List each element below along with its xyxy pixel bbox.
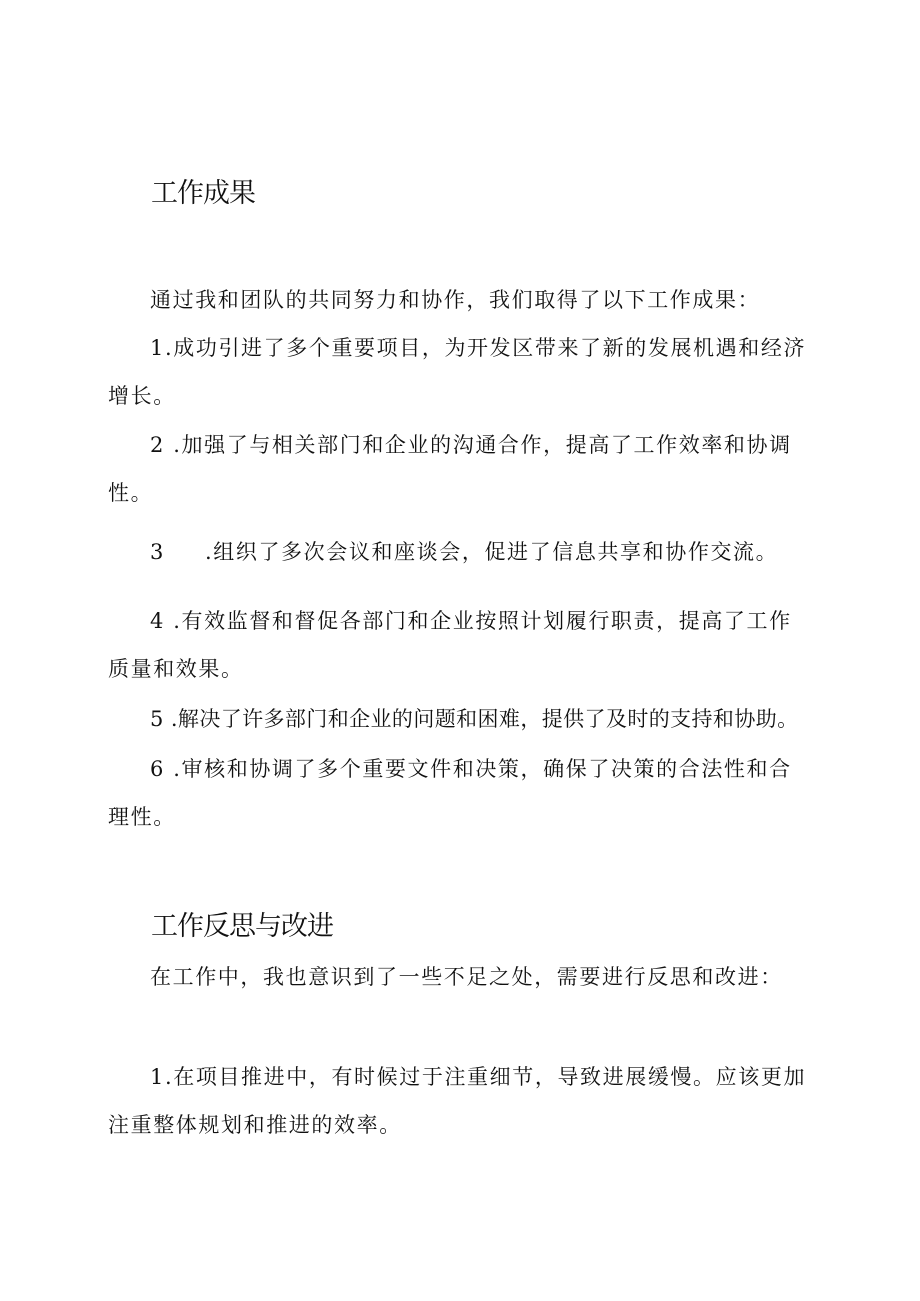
achievement-item-4-continuation: 质量和效果。 bbox=[108, 657, 244, 681]
reflection-intro: 在工作中，我也意识到了一些不足之处，需要进行反思和改进： bbox=[150, 965, 783, 989]
achievement-item-5 bbox=[150, 704, 799, 734]
achievement-item-2 bbox=[150, 430, 792, 460]
item-number: 2 bbox=[150, 433, 165, 457]
reflection-item-1-continuation: 注重整体规划和推进的效率。 bbox=[108, 1113, 402, 1137]
section-title-achievements: 工作成果 bbox=[151, 178, 255, 209]
item-text: 在项目推进中，有时候过于注重细节，导致进展缓慢。应该更加 bbox=[173, 1065, 807, 1089]
achievement-item-2-continuation: 性。 bbox=[108, 481, 154, 505]
achievement-item-6-continuation: 理性。 bbox=[108, 805, 176, 829]
item-text: .加强了与相关部门和企业的沟通合作，提高了工作效率和协调 bbox=[173, 433, 792, 457]
achievement-item-1-continuation: 增长。 bbox=[108, 384, 176, 408]
item-text: .审核和协调了多个重要文件和决策，确保了决策的合法性和合 bbox=[173, 757, 792, 781]
item-text: .组织了多次会议和座谈会，促进了信息共享和协作交流。 bbox=[204, 540, 779, 564]
achievement-item-6 bbox=[150, 754, 792, 784]
item-text: .有效监督和督促各部门和企业按照计划履行职责，提高了工作 bbox=[173, 609, 792, 633]
item-text: 成功引进了多个重要项目，为开发区带来了新的发展机遇和经济 bbox=[173, 336, 807, 360]
item-number: 3 bbox=[150, 540, 165, 564]
achievements-intro: 通过我和团队的共同努力和协作，我们取得了以下工作成果： bbox=[150, 288, 761, 312]
item-number: 1. bbox=[150, 336, 174, 360]
achievement-item-3 bbox=[150, 537, 778, 567]
item-text: .解决了许多部门和企业的问题和困难，提供了及时的支持和协助。 bbox=[170, 707, 799, 731]
item-number: 6 bbox=[150, 757, 165, 781]
achievement-item-4 bbox=[150, 606, 792, 636]
section-title-reflection: 工作反思与改进 bbox=[151, 911, 333, 942]
item-number: 1. bbox=[150, 1065, 174, 1089]
item-number: 5 bbox=[150, 707, 164, 731]
achievement-item-1 bbox=[150, 333, 806, 363]
reflection-item-1 bbox=[150, 1062, 806, 1092]
item-number: 4 bbox=[150, 609, 165, 633]
